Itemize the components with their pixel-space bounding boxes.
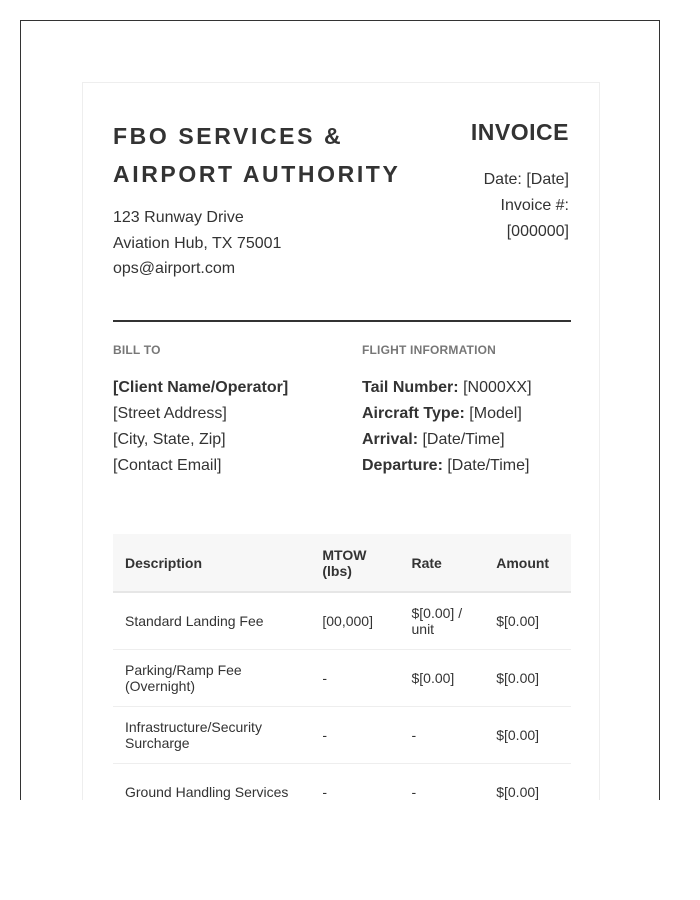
row-mtow: -: [310, 764, 399, 801]
company-address: [113, 205, 281, 282]
table-row: [113, 707, 571, 764]
invoice-sheet: [82, 82, 600, 800]
row-description: Infrastructure/Security Surcharge: [113, 707, 310, 764]
bill-to-label: BILL TO: [113, 343, 161, 357]
departure-label: Departure:: [362, 457, 443, 474]
company-street: 123 Runway Drive: [113, 209, 244, 226]
line-items-table: [113, 534, 571, 800]
tail-number-value: [N000XX]: [463, 379, 532, 396]
row-mtow: -: [310, 650, 399, 707]
invoice-title: INVOICE: [470, 119, 569, 145]
row-mtow: [00,000]: [310, 592, 399, 650]
bill-to-block: [113, 375, 288, 479]
client-email: [Contact Email]: [113, 457, 222, 474]
row-rate: $[0.00]: [400, 650, 485, 707]
company-email: ops@airport.com: [113, 260, 236, 278]
row-amount: $[0.00]: [484, 592, 571, 650]
invoice-date: Date: [Date]: [483, 171, 569, 188]
aircraft-type-label: Aircraft Type:: [362, 405, 465, 422]
table-row: [113, 592, 571, 650]
departure-value: [Date/Time]: [447, 457, 530, 474]
row-rate: -: [400, 764, 485, 801]
header-mtow: MTOW (lbs): [310, 534, 399, 592]
flight-info-block: [362, 375, 532, 479]
invoice-meta: [439, 167, 569, 245]
row-mtow: -: [310, 707, 399, 764]
header-divider: [113, 320, 571, 322]
row-amount: $[0.00]: [484, 650, 571, 707]
client-street: [Street Address]: [113, 405, 227, 422]
page-frame: [20, 20, 660, 800]
company-city: Aviation Hub, TX 75001: [113, 234, 282, 252]
arrival-value: [Date/Time]: [422, 431, 505, 448]
tail-number-row: [362, 375, 532, 401]
flight-info-label: FLIGHT INFORMATION: [362, 343, 497, 357]
aircraft-type-row: [362, 401, 532, 427]
row-description: Standard Landing Fee: [113, 592, 310, 650]
client-city: [City, State, Zip]: [113, 431, 226, 448]
row-description: Parking/Ramp Fee (Overnight): [113, 650, 310, 707]
row-description: Ground Handling Services: [113, 764, 310, 801]
client-name: [Client Name/Operator]: [113, 379, 289, 396]
header-rate: Rate: [400, 534, 485, 592]
company-name: FBO SERVICES & AIRPORT AUTHORITY: [113, 123, 401, 187]
table-header-row: [113, 534, 571, 592]
invoice-number-value: [000000]: [506, 223, 569, 240]
header-description: Description: [113, 534, 310, 592]
row-amount: $[0.00]: [484, 707, 571, 764]
header-amount: Amount: [484, 534, 571, 592]
table-row: [113, 764, 571, 801]
table-row: [113, 650, 571, 707]
departure-row: [362, 453, 532, 479]
row-rate: -: [400, 707, 485, 764]
aircraft-type-value: [Model]: [469, 405, 522, 422]
arrival-label: Arrival:: [362, 431, 419, 448]
invoice-number-label: Invoice #:: [500, 197, 569, 214]
tail-number-label: Tail Number:: [362, 379, 459, 396]
row-amount: $[0.00]: [484, 764, 571, 801]
arrival-row: [362, 427, 532, 453]
row-rate: $[0.00] / unit: [400, 592, 485, 650]
